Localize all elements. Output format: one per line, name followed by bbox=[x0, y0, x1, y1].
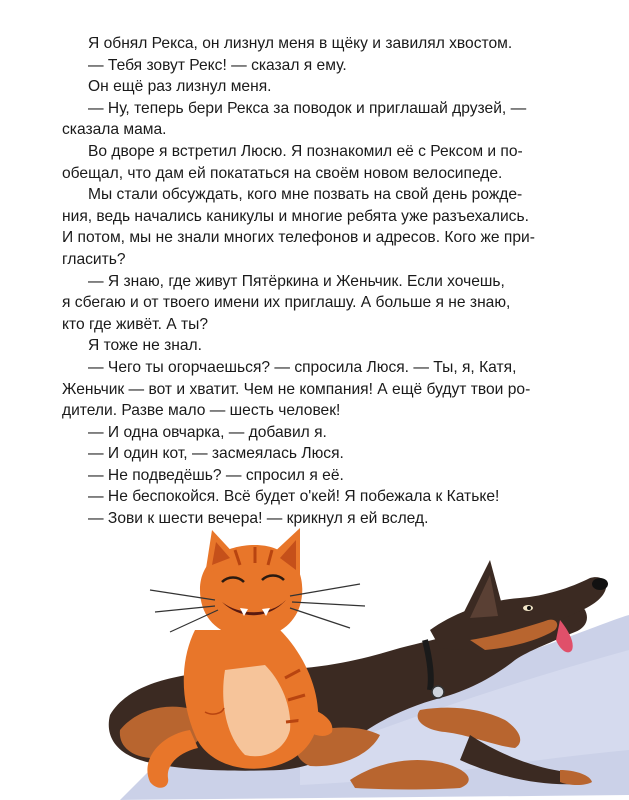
text-line: — И одна овчарка, — добавил я. bbox=[88, 423, 327, 441]
text-line: — Ну, теперь бери Рекса за поводок и приглашай друзей, — bbox=[88, 99, 527, 117]
text-line: — И один кот, — засмеялась Люся. bbox=[88, 445, 344, 463]
text-line: Мы стали обсуждать, кого мне позвать на свой день рожде- bbox=[88, 186, 523, 204]
text-line: обещал, что дам ей покататься на своём новом велосипеде. bbox=[62, 164, 503, 182]
text-line: Женьчик — вот и хватит. Чем не компания! А ещё будут твои ро- bbox=[62, 380, 531, 398]
text-line: я сбегаю и от твоего имени их приглашу. А больше я не знаю, bbox=[62, 294, 511, 312]
text-line: Он ещё раз лизнул меня. bbox=[88, 78, 272, 96]
text-line: Я обнял Рекса, он лизнул меня в щёку и завилял хвостом. bbox=[88, 35, 513, 52]
text-line: ния, ведь начались каникулы и многие ребята уже разъехались. bbox=[62, 207, 529, 225]
text-line: гласить? bbox=[62, 250, 126, 268]
text-line: кто где живёт. А ты? bbox=[62, 315, 208, 333]
cat-and-dog-illustration bbox=[0, 520, 629, 800]
text-line: сказала мама. bbox=[62, 121, 167, 139]
story-text bbox=[0, 33, 629, 530]
text-line: — Чего ты огорчаешься? — спросила Люся. — Ты, я, Катя, bbox=[88, 358, 517, 376]
text-line: — Не подведёшь? — спросил я её. bbox=[88, 466, 344, 484]
text-line: — Зови к шести вечера! — крикнул я ей вслед. bbox=[88, 510, 429, 528]
text-line: — Тебя зовут Рекс! — сказал я ему. bbox=[88, 56, 347, 74]
text-line: дители. Разве мало — шесть человек! bbox=[62, 402, 341, 420]
text-line: — Не беспокойся. Всё будет о'кей! Я побежала к Катьке! bbox=[88, 488, 500, 506]
text-line: И потом, мы не знали многих телефонов и адресов. Кого же при- bbox=[62, 229, 535, 247]
text-line: Я тоже не знал. bbox=[88, 337, 202, 355]
text-line: — Я знаю, где живут Пятёркина и Женьчик. Если хочешь, bbox=[88, 272, 505, 290]
text-line: Во дворе я встретил Люсю. Я познакомил её с Рексом и по- bbox=[88, 142, 523, 160]
